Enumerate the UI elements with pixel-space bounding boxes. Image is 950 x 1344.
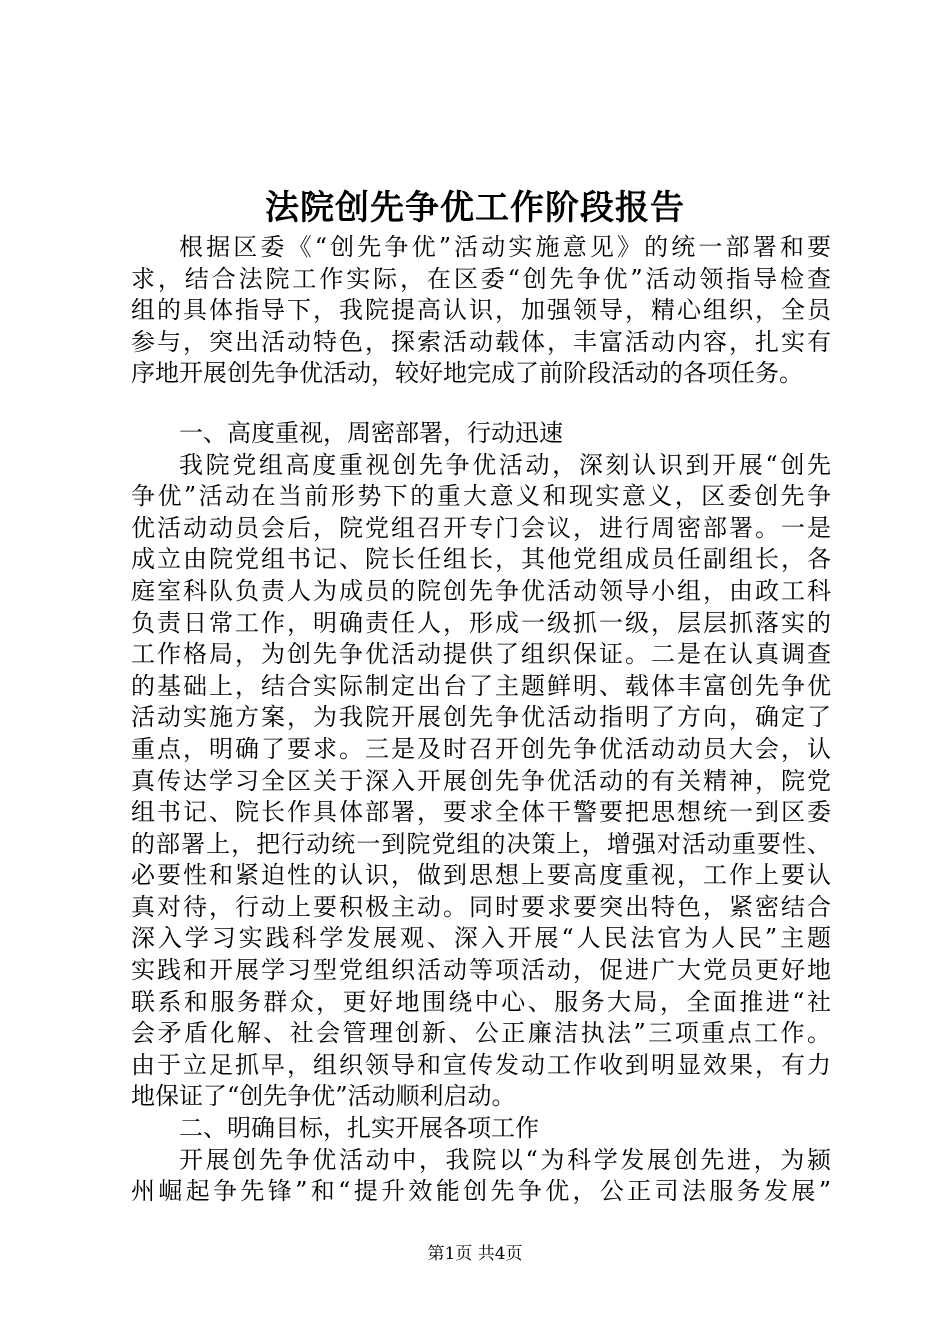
paragraph-section-1: [131, 450, 831, 1113]
text-line: 由于立足抓早，组织领导和宣传发动工作收到明显效果，有力: [131, 1050, 831, 1079]
text-line: 成立由院党组书记、院长任组长，其他党组成员任副组长，各: [131, 545, 831, 574]
paragraph-intro: [131, 232, 831, 390]
document-body: [131, 232, 831, 1208]
text-line: 的基础上，结合实际制定出台了主题鲜明、载体丰富创先争优: [131, 671, 831, 700]
text-line: 联系和服务群众，更好地围绕中心、服务大局，全面推进“社: [131, 987, 831, 1016]
heading-line: 二、明确目标，扎实开展各项工作: [179, 1114, 539, 1143]
text-line: 优活动动员会后，院党组召开专门会议，进行周密部署。一是: [131, 513, 831, 542]
text-line: 实践和开展学习型党组织活动等项活动，促进广大党员更好地: [131, 956, 831, 985]
section-heading-1: [131, 418, 831, 450]
text-line: 庭室科队负责人为成员的院创先争优活动领导小组，由政工科: [131, 576, 831, 605]
page-footer: 第1页 共4页: [427, 1244, 523, 1264]
text-line: 地保证了“创先争优”活动顺利启动。: [131, 1082, 516, 1111]
text-line: 工作格局，为创先争优活动提供了组织保证。二是在认真调查: [131, 640, 831, 669]
paragraph-gap: [131, 390, 831, 418]
text-line: 求，结合法院工作实际，在区委“创先争优”活动领指导检查: [131, 264, 831, 293]
document-title: 法院创先争优工作阶段报告: [265, 188, 685, 228]
text-line: 争优”活动在当前形势下的重大意义和现实意义，区委创先争: [131, 482, 831, 511]
text-line: 组书记、院长作具体部署，要求全体干警要把思想统一到区委: [131, 798, 831, 827]
text-line: 会矛盾化解、社会管理创新、公正廉洁执法”三项重点工作。: [131, 1019, 831, 1048]
text-line: 真传达学习全区关于深入开展创先争优活动的有关精神，院党: [131, 766, 831, 795]
text-line: 参与，突出活动特色，探索活动载体，丰富活动内容，扎实有: [131, 327, 831, 356]
text-line: 活动实施方案，为我院开展创先争优活动指明了方向，确定了: [131, 703, 831, 732]
text-line: 州崛起争先锋”和“提升效能创先争优，公正司法服务发展”: [131, 1177, 831, 1206]
text-line: 我院党组高度重视创先争优活动，深刻认识到开展“创先: [179, 450, 831, 479]
text-line: 开展创先争优活动中，我院以“为科学发展创先进，为颍: [179, 1145, 831, 1174]
text-line: 必要性和紧迫性的认识，做到思想上要高度重视，工作上要认: [131, 861, 831, 890]
section-heading-2: [131, 1113, 831, 1145]
text-line: 组的具体指导下，我院提高认识，加强领导，精心组织，全员: [131, 296, 831, 325]
heading-line: 一、高度重视，周密部署，行动迅速: [179, 418, 563, 447]
text-line: 序地开展创先争优活动，较好地完成了前阶段活动的各项任务。: [131, 359, 803, 388]
text-line: 的部署上，把行动统一到院党组的决策上，增强对活动重要性、: [131, 829, 831, 858]
text-line: 真对待，行动上要积极主动。同时要求要突出特色，紧密结合: [131, 892, 831, 921]
text-line: 深入学习实践科学发展观、深入开展“人民法官为人民”主题: [131, 924, 831, 953]
paragraph-section-2: [131, 1145, 831, 1208]
text-line: 重点，明确了要求。三是及时召开创先争优活动动员大会，认: [131, 734, 831, 763]
text-line: 负责日常工作，明确责任人，形成一级抓一级，层层抓落实的: [131, 608, 831, 637]
text-line: 根据区委《“创先争优”活动实施意见》的统一部署和要: [179, 233, 831, 261]
